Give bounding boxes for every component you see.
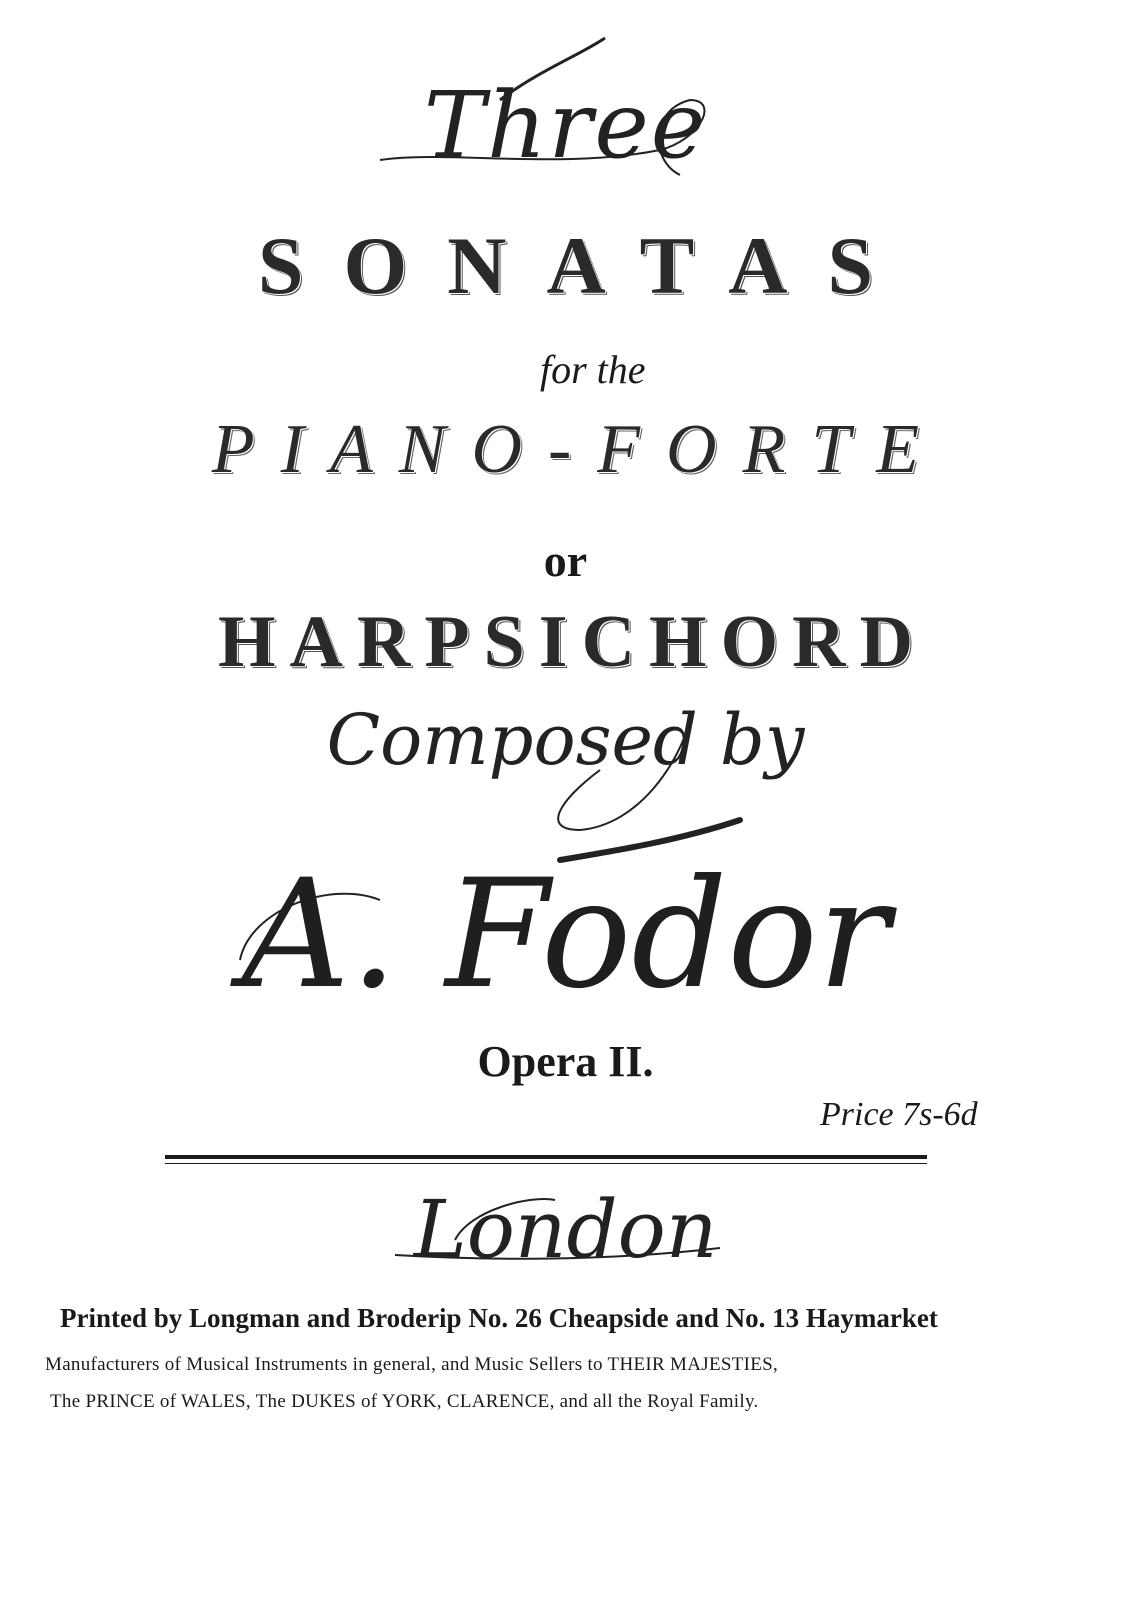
imprint-line-1: Printed by Longman and Broderip No. 26 Cheapside and No. 13 Haymarket	[60, 1303, 938, 1333]
composer-name: A. Fodor	[241, 848, 890, 1022]
title-sonatas: SONATAS	[257, 220, 914, 311]
price-label: Price 7s-6d	[820, 1096, 978, 1133]
imprint-line-3: The PRINCE of WALES, The DUKES of YORK, CLARENCE, and all the Royal Family.	[50, 1391, 759, 1412]
divider-rule-thick	[165, 1155, 927, 1159]
opus-number: Opera II.	[477, 1037, 654, 1086]
title-three: Three	[423, 72, 708, 179]
imprint-line-2: Manufacturers of Musical Instruments in general, and Music Sellers to THEIR MAJESTIES,	[45, 1354, 779, 1375]
title-harpsichord: HARPSICHORD	[217, 601, 928, 683]
title-piano-forte: PIANO-FORTE	[211, 411, 946, 488]
title-for-the: for the	[540, 347, 646, 392]
composed-by: Composed by	[326, 699, 805, 781]
publication-place: London	[413, 1183, 718, 1276]
title-or: or	[543, 535, 588, 586]
divider-rule-thin	[165, 1163, 927, 1164]
